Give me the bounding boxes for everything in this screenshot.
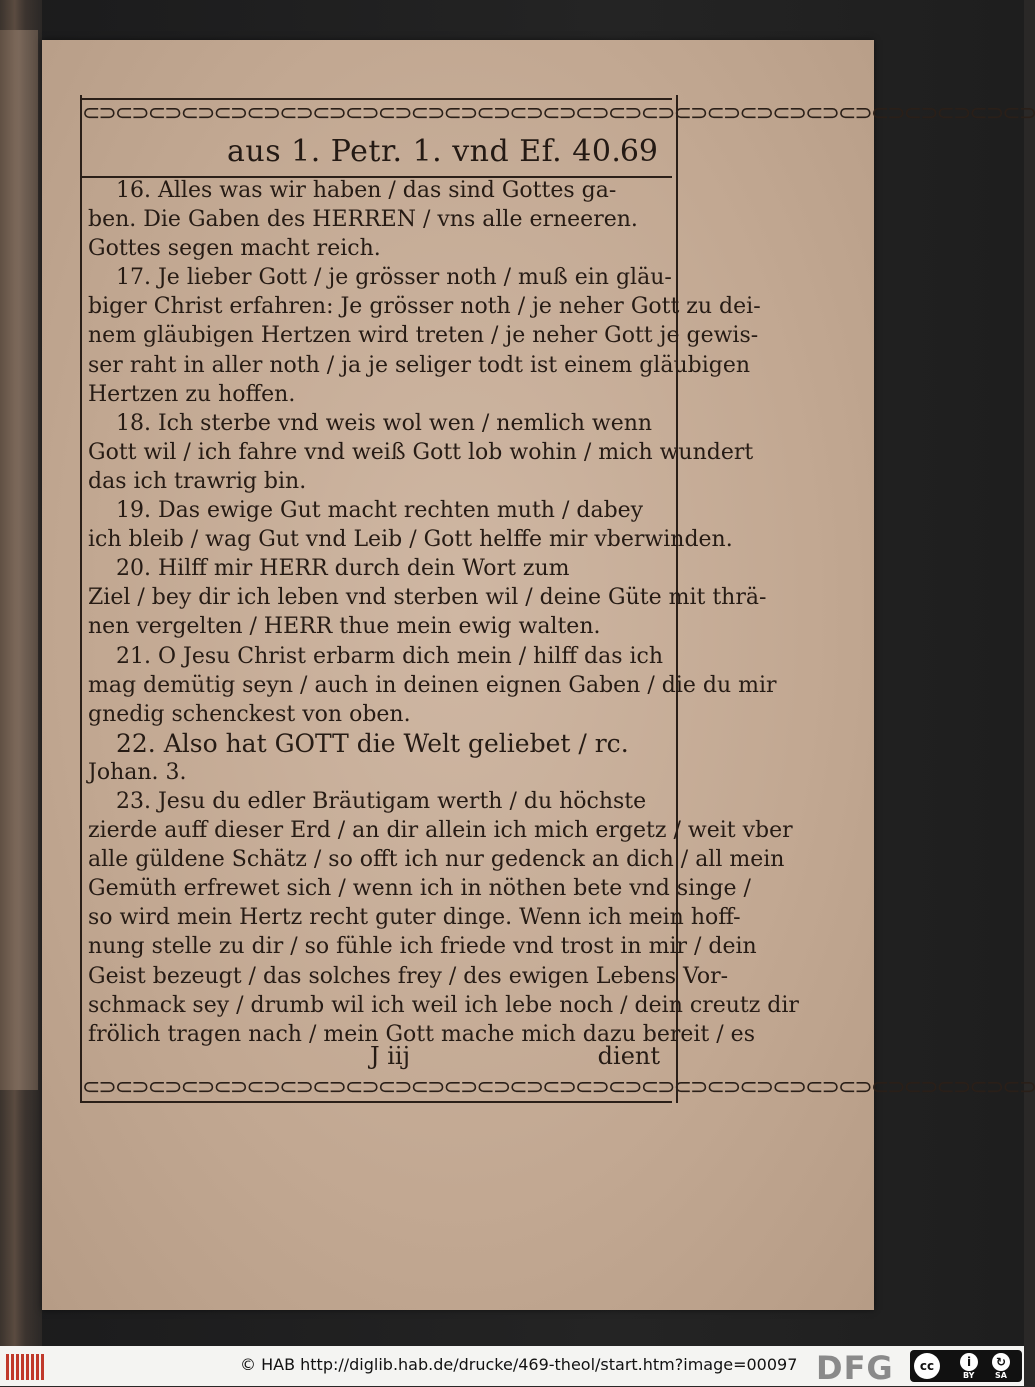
viewer-footer [0,1346,1024,1386]
text-line: nung stelle zu dir / so fühle ich friede vnd trost in mir / dein [88,934,757,960]
cc-icon: cc [914,1353,940,1379]
text-line: 17. Je lieber Gott / je grösser noth / muß ein gläu- [116,265,672,291]
catchword: dient [597,1042,660,1070]
bottom-ornament-border: ⊂⊃⊂⊃⊂⊃⊂⊃⊂⊃⊂⊃⊂⊃⊂⊃⊂⊃⊂⊃⊂⊃⊂⊃⊂⊃⊂⊃⊂⊃⊂⊃⊂⊃⊂⊃⊂⊃⊂⊃⊂⊃⊂⊃⊂⊃⊂⊃⊂⊃⊂⊃⊂⊃⊂⊃⊂⊃ [82,1075,1035,1100]
text-line: zierde auff dieser Erd / an dir allein ich mich ergetz / weit vber [88,818,793,844]
text-line: 20. Hilff mir HERR durch dein Wort zum [116,556,570,582]
text-line: ich bleib / wag Gut vnd Leib / Gott helffe mir vberwinden. [88,527,733,553]
cc-sa-label: SA [995,1371,1007,1380]
text-line: nen vergelten / HERR thue mein ewig walten. [88,614,601,640]
text-line: schmack sey / drumb wil ich weil ich lebe noch / dein creutz dir [88,992,799,1018]
text-line: das ich trawrig bin. [88,468,307,494]
share-alike-icon: ↻ [992,1353,1010,1371]
dfg-logo: DFG [816,1349,894,1387]
cc-by-label: BY [963,1371,975,1380]
page-number: 69 [619,134,658,169]
text-line: Ziel / bey dir ich leben vnd sterben wil / deine Güte mit thrä- [88,585,767,611]
text-line: 18. Ich sterbe vnd weis wol wen / nemlich wenn [116,410,653,436]
copyright-link[interactable]: © HAB http://diglib.hab.de/drucke/469-theol/start.htm?image=00097 [240,1355,798,1374]
text-line: so wird mein Hertz recht guter dinge. Wenn ich mein hoff- [88,905,741,931]
text-line: nem gläubigen Hertzen wird treten / je neher Gott je gewis- [88,323,759,349]
running-head-title: aus 1. Petr. 1. vnd Ef. 40. [227,134,622,169]
text-line: 19. Das ewige Gut macht rechten muth / dabey [116,498,644,524]
text-line: Johan. 3. [88,759,187,785]
text-line: alle güldene Schätz / so offt ich nur gedenck an dich / all mein [88,847,785,873]
text-line: Geist bezeugt / das solches frey / des ewigen Lebens Vor- [88,963,729,989]
top-ornament-border: ⊂⊃⊂⊃⊂⊃⊂⊃⊂⊃⊂⊃⊂⊃⊂⊃⊂⊃⊂⊃⊂⊃⊂⊃⊂⊃⊂⊃⊂⊃⊂⊃⊂⊃⊂⊃⊂⊃⊂⊃⊂⊃⊂⊃⊂⊃⊂⊃⊂⊃⊂⊃⊂⊃⊂⊃⊂⊃ [82,101,1035,126]
text-line: Gott wil / ich fahre vnd weiß Gott lob wohin / mich wundert [88,439,754,465]
text-line: ser raht in aller noth / ja je seliger todt ist einem gläubigen [88,352,751,378]
text-line: 22. Also hat GOTT die Welt geliebet / rc. [116,728,629,758]
text-line: Gemüth erfrewet sich / wenn ich in nöthen bete vnd singe / [88,876,751,902]
previous-page-edge [0,30,38,1090]
signature-mark: J iij [370,1042,411,1070]
hab-logo-icon [6,1354,46,1380]
text-line: biger Christ erfahren: Je grösser noth / je neher Gott zu dei- [88,294,761,320]
text-line: mag demütig seyn / auch in deinen eignen Gaben / die du mir [88,672,777,698]
text-line: 21. O Jesu Christ erbarm dich mein / hilff das ich [116,643,664,669]
text-line: frölich tragen nach / mein Gott mache mich dazu bereit / es [88,1021,755,1047]
attribution-icon: i [960,1353,978,1371]
text-line: 23. Jesu du edler Bräutigam werth / du höchste [116,788,647,814]
text-line: 16. Alles was wir haben / das sind Gottes ga- [116,178,617,203]
bottom-rule [82,1101,672,1103]
text-line: ben. Die Gaben des HERREN / vns alle erneeren. [88,207,638,233]
body-text [88,176,799,1049]
text-line: Hertzen zu hoffen. [88,381,296,407]
text-line: Gottes segen macht reich. [88,236,381,262]
top-rule [82,98,672,100]
running-head [82,130,672,178]
cc-license-badge[interactable] [910,1350,1022,1382]
signature-line [88,1042,668,1072]
text-line: gnedig schenckest von oben. [88,701,411,727]
